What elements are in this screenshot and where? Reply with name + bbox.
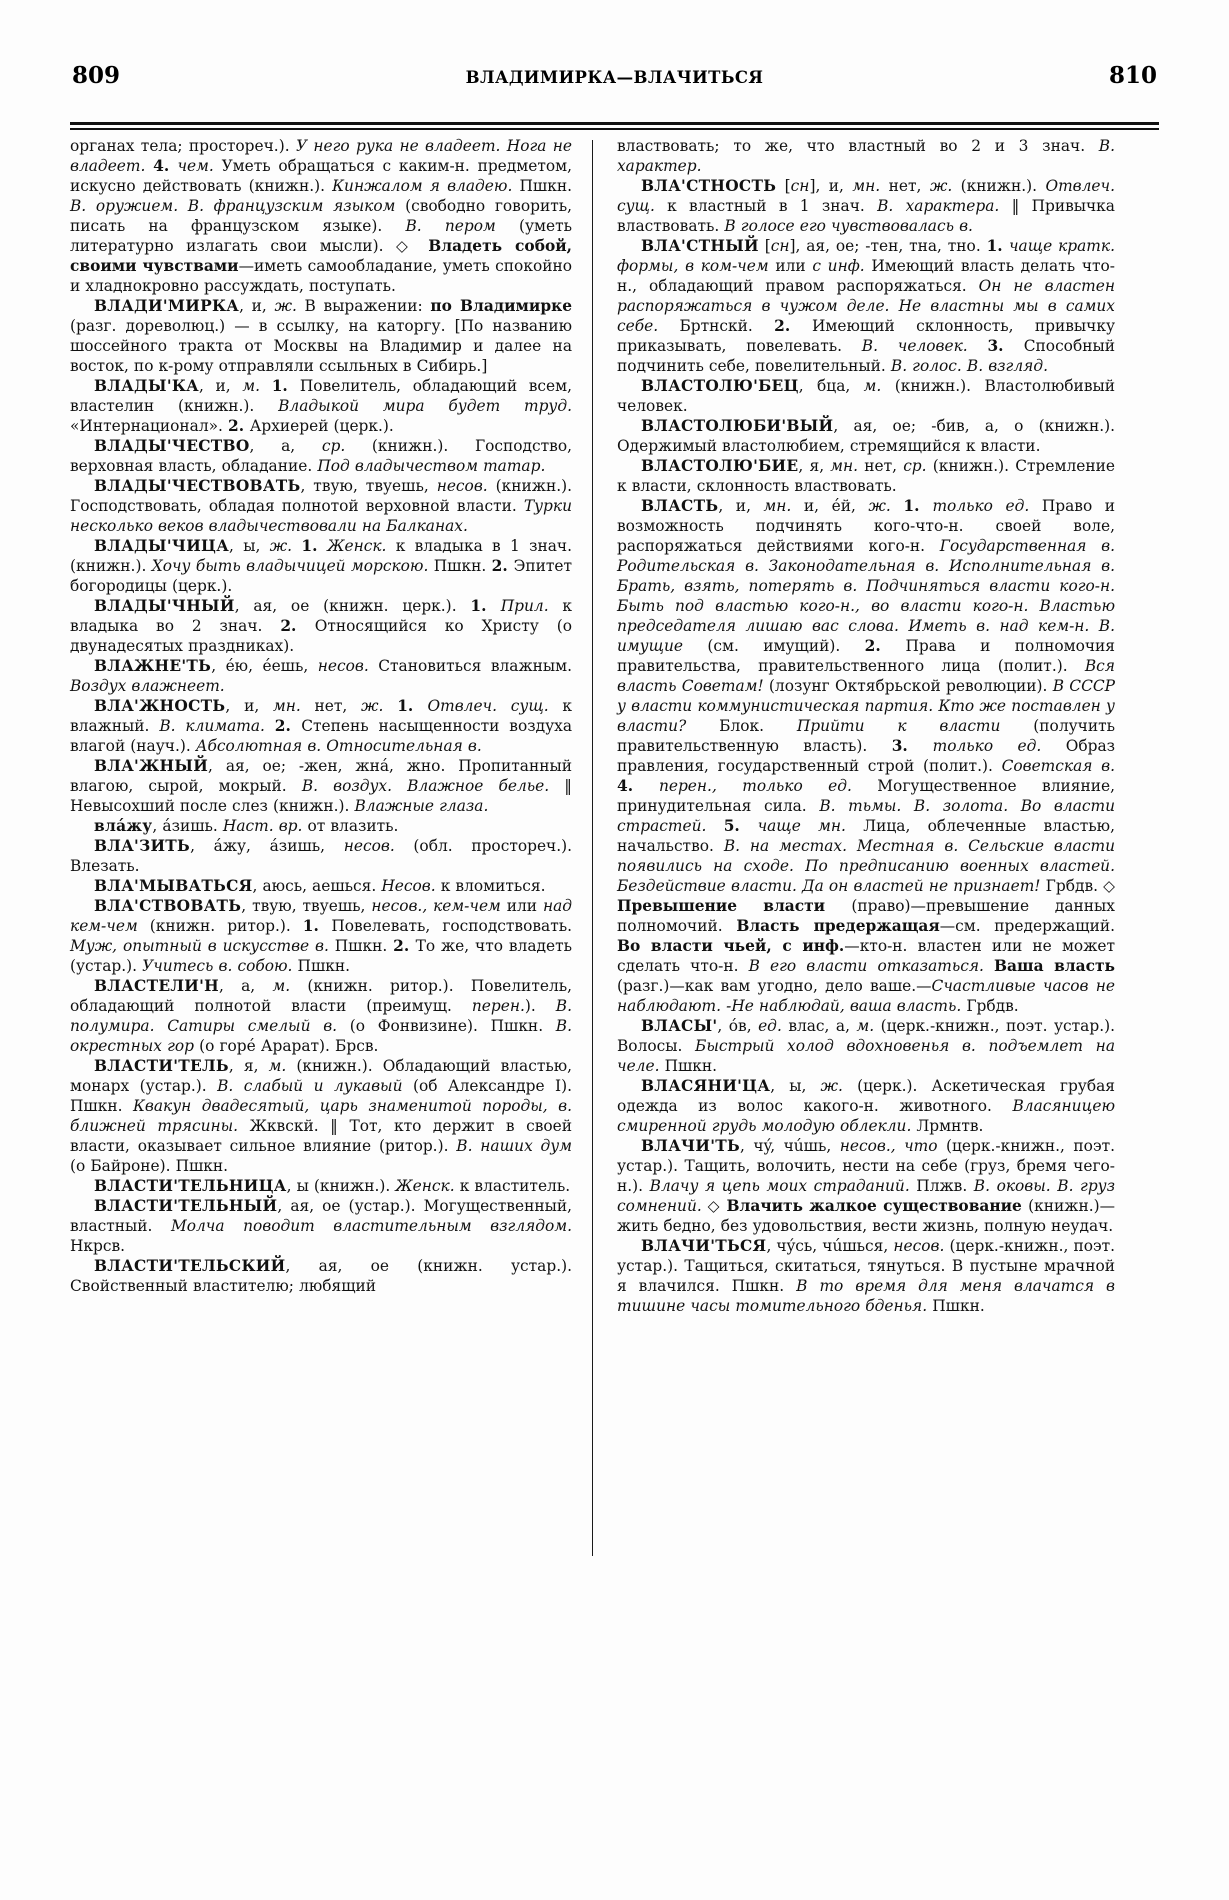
italic-run: У него рука не владеет. Нога не владеет. [70,137,572,175]
headword: ВЛА'ЗИТЬ [94,837,191,855]
text-run: —иметь самообладание, уметь спокойно и хладнокровно рассуждать, поступать. [70,257,572,295]
italic-run: В. на местах. Местная в. Сельские власти появились на сходе. По предписанию военных властей. Бездействие власти. Да он властей не признает! [617,837,1115,895]
italic-run: В. воздух. Влажное белье. [301,777,565,795]
text-run: Становиться влажным. [378,657,573,675]
italic-run: Быстрый холод вдохновенья в. подъемлет на челе. [617,1037,1115,1075]
text-run: к властитель. [459,1177,571,1195]
text-run: Повелевать, господствовать. [331,917,572,935]
text-run: ). [524,997,556,1015]
italic-run: Прийти к власти [796,717,1034,735]
text-run: Пшкн. [519,177,572,195]
text-run: (разг.)—как вам угодно, дело ваше.— [617,977,932,995]
text-run: (книжн.)—жить бедно, без удовольствия, вести жизнь, полную неудач. [617,1197,1115,1235]
text-run: Право и возможность подчинять кого-что-н. своей воле, распоряжаться действиями кого-н. [617,497,1116,555]
bold-run: 2. [491,557,514,575]
running-head [72,62,1157,96]
italic-run: Женск. [395,1177,460,1195]
italic-run: только ед. [932,497,1042,515]
text-run: Бртнскй. [679,317,775,335]
italic-run: Под владычеством татар. [317,457,546,475]
text-run: «Интернационал». [70,417,229,435]
text-run: , а, [249,437,322,455]
headword: ВЛА'СТНЫЙ [641,237,759,255]
text-run: , и, [718,497,764,515]
text-run: , я, [228,1057,269,1075]
italic-run: м. [272,977,308,995]
dictionary-entry [617,1076,1115,1136]
text-run: , ая, ое (устар.). Могущественный, властный. [70,1197,572,1235]
dictionary-entry [617,456,1115,496]
italic-run: несов. [343,837,414,855]
text-run: ‖ Привычка властвовать. [617,197,1115,235]
italic-run: Наст. вр. [222,817,308,835]
italic-run: Владыкой мира будет труд. [278,397,572,415]
italic-run: Вся власть Советам! [617,657,1115,695]
bold-run: 4. [153,157,178,175]
entry-continuation [70,136,572,296]
text-run: к владыка во 2 знач. [70,597,572,635]
italic-run: В СССР у власти коммунистическая партия. Кто же поставлен у власти? [617,677,1115,735]
bold-run: Владеть собой, своими чувствами [70,237,572,275]
italic-run: м. [863,377,895,395]
text-run: от влазить. [307,817,399,835]
italic-run: перен., только ед. [658,777,878,795]
italic-run: В. голос. В. взгляд. [890,357,1048,375]
headword: ВЛА'ЖНОСТЬ [94,697,226,715]
text-run: Пшкн. [433,557,492,575]
headword: ВЛАСТЕЛИ'Н [94,977,219,995]
text-run: Права и полномочия правительства, правительственного лица (полит.). [617,637,1115,675]
dictionary-entry [70,696,572,756]
left-column [70,136,592,1846]
text-run: Грбдв. [1045,877,1104,895]
italic-run: ср. [903,457,933,475]
running-title: ВЛАДИМИРКА—ВЛАЧИТЬСЯ [465,68,764,87]
text-run: (обл. простореч.). Влезать. [70,837,573,875]
italic-run: мн. [830,457,865,475]
dictionary-entry [617,1136,1115,1236]
text-run: , чý, чúшь, [740,1137,840,1155]
italic-run: В. оковы. В. груз сомнений. [617,1177,1115,1215]
entry-continuation [617,136,1115,176]
italic-run: Молча поводит властительным взглядом. [170,1217,572,1235]
text-run: , и, [225,697,273,715]
dictionary-entry [70,816,572,836]
italic-run: Турки несколько веков владычествовали на Балканах. [70,497,572,535]
dictionary-entry [70,536,572,596]
italic-run: над кем-чем [70,897,573,935]
text-run: , твую, твуешь, [300,477,437,495]
headword: ВЛАДЫ'ЧЕСТВО [94,437,250,455]
italic-run: Кинжалом я владею. [332,177,520,195]
italic-run: перен. [471,997,525,1015]
rule-thin [70,128,1159,130]
text-run: , а, [219,977,273,995]
italic-run: Прил. [500,597,563,615]
headword: ВЛАСЯНИ'ЦА [641,1077,771,1095]
text-run: , чýсь, чúшься, [766,1237,894,1255]
dictionary-entry [617,236,1115,376]
text-run: (книжн. ритор.). Повелитель, обладающий полнотой власти (преимущ. [70,977,572,1015]
italic-run: Отвлеч. сущ. [427,697,563,715]
italic-run: Хочу быть владычицей морскою. [151,557,434,575]
italic-run: Влачу я цепь моих страданий. [649,1177,917,1195]
headword: ВЛАСТИ'ТЕЛЬСКИЙ [94,1257,286,1275]
text-run: властвовать; то же, что властный во 2 и 3 знач. [617,137,1099,155]
text-run: (церк.-книжн., поэт. устар.). Волосы. [617,1017,1115,1055]
header-rule [70,122,1159,130]
text-run: Лрмнтв. [916,1117,984,1135]
headword: ВЛАДЫ'КА [94,377,199,395]
text-run: , ая, ое (книжн. церк.). [234,597,471,615]
headword: ВЛА'СТНОСТЬ [641,177,777,195]
italic-run: Он не властен распоряжаться в чужом деле. Не властны мы в самих себе. [617,277,1115,335]
text-run: , ая, ое (книжн. устар.). Свойственный властителю; любящий [70,1257,572,1295]
bold-run: Влачить жалкое существование [726,1197,1029,1215]
italic-run: В. характер. [617,137,1115,175]
dictionary-entry [70,376,572,436]
italic-run: ж. [820,1077,858,1095]
text-run: Эпитет богородицы (церк.). [70,557,572,595]
italic-run: мн. [272,697,315,715]
text-run: Грбдв. [966,997,1019,1015]
text-run: Нкрсв. [70,1237,126,1255]
text-run: Могущественное влияние, принудительная сила. [617,777,1115,815]
dictionary-entry [70,836,572,876]
headword: ВЛАЧИ'ТЬСЯ [641,1237,767,1255]
dictionary-entry [70,896,572,976]
dictionary-entry [617,1016,1115,1076]
headword: ВЛАДЫ'ЧНЫЙ [94,597,235,615]
italic-run: ж. [274,297,305,315]
text-run: ], и, [809,177,853,195]
italic-run: несов. [893,1237,950,1255]
text-run: Пшкн. [334,937,394,955]
italic-run: Советская в. [1001,757,1116,775]
dictionary-entry [70,476,572,536]
dictionary-entry [70,656,572,696]
italic-run: м. [268,1057,297,1075]
italic-run: Государственная в. Родительская в. Законодательная в. Исполнительная в. Брать, взять, потерять в. Подчиняться власти кого-н. Быть под властью кого-н., во власти кого-н. Властью председателя лишаю вас слова. Иметь в. над кем-н. В. имущие [617,537,1115,655]
text-run: , твую, твуешь, [241,897,372,915]
dictionary-entry [70,1256,572,1296]
bold-run: по Владимирке [430,297,572,315]
headword: ВЛАСЫ' [641,1017,718,1035]
italic-run: м. [242,377,272,395]
text-run: нет, [314,697,362,715]
headword: ВЛАЖНЕ'ТЬ [94,657,212,675]
italic-run: В. человек. [861,337,988,355]
text-run: Повелитель, обладающий всем, властелин (книжн.). [70,377,572,415]
lozenge-icon: ◇ [1103,877,1116,895]
text-run: нет, [888,177,930,195]
bold-run: 2. [228,417,250,435]
bold-run: 2. [864,637,906,655]
italic-run: Несов. [381,877,441,895]
dictionary-entry [70,976,572,1056]
headword: ВЛАДЫ'ЧИЦА [94,537,230,555]
bold-run: 4. [617,777,659,795]
italic-run: В. окрестных гор [70,1017,572,1055]
italic-run: ж. [361,697,398,715]
text-run: —кто-н. властен или не может сделать что-н. [617,937,1115,975]
dictionary-entry [617,176,1115,236]
text-run: к властный в 1 знач. [667,197,878,215]
italic-run: ж. [269,537,302,555]
text-run: Пшкн. [932,1297,985,1315]
headword: ВЛАСТОЛЮ'БЕЦ [641,377,799,395]
italic-run: несов. [317,657,379,675]
italic-run: Власяницею смиренной грудь молодую облекли. [617,1097,1115,1135]
dictionary-entry [70,596,572,656]
text-run: и, éй, [803,497,869,515]
italic-run: Учитесь в. собою. [142,957,298,975]
italic-run: В. полумира. Сатиры смелый в. [70,997,572,1035]
text-run: Лица, облеченные властью, начальство. [617,817,1115,855]
italic-run: В. климата. [159,717,275,735]
text-run: , ы (книжн.). [286,1177,396,1195]
italic-run: несов., что [839,1137,947,1155]
text-run: (церк.). Аскетическая грубая одежда из волос какого-н. животного. [617,1077,1116,1115]
text-run: (о Фонвизине). Пшкн. [349,1017,556,1035]
page-number-right: 810 [1108,62,1157,89]
italic-run: сн [770,237,790,255]
column-container [70,136,1159,1846]
text-run: , óв, [717,1017,759,1035]
italic-run: только ед. [932,737,1066,755]
italic-run: несов. [436,477,496,495]
dictionary-entry [70,1056,572,1176]
italic-run: Женск. [327,537,396,555]
text-run: Степень насыщенности воздуха влагой (науч.). [70,717,572,755]
bold-run: 1. [986,237,1009,255]
headword: ВЛАСТОЛЮБИ'ВЫЙ [641,417,834,435]
text-run: В пустыне мрачной я влачился. [617,1257,1116,1295]
bold-run: 3. [891,737,933,755]
text-run: , ы, [229,537,270,555]
text-run: Относящийся ко Христу (о двунадесятых праздниках). [70,617,572,655]
text-run: или [506,897,543,915]
italic-run: В. тьмы. В. золота. Во власти страстей. [617,797,1115,835]
text-run: Имеющий склонность, привычку приказывать, повелевать. [617,317,1116,355]
headword: ВЛАДЫ'ЧЕСТВОВАТЬ [94,477,301,495]
headword: ВЛАЧИ'ТЬ [641,1137,741,1155]
text-run: Пшкн. [664,1057,718,1075]
bold-run: 1. [397,697,428,715]
text-run: , и, [239,297,275,315]
text-run: , и, [198,377,243,395]
right-column [593,136,1115,1846]
italic-run: В. наших дум [456,1137,572,1155]
text-run: Плжв. [916,1177,974,1195]
text-run: , áжу, áзишь, [190,837,344,855]
bold-run: 2. [280,617,315,635]
italic-run: ж. [929,177,961,195]
text-run: , бца, [798,377,864,395]
bold-run: 1. [903,497,933,515]
text-run: (книжн.). Стремление к власти, склонность властвовать. [617,457,1115,495]
italic-run: Влажные глаза. [354,797,489,815]
dictionary-entry [617,376,1115,416]
italic-run: с инф. [812,257,872,275]
text-run: ‖ Невысохший после слез (книжн.). [70,777,572,815]
text-run: —см. предержащий. [939,917,1115,935]
text-run: влас, а, [788,1017,857,1035]
bold-run: 1. [470,597,501,615]
headword: влáжу [94,817,153,835]
text-run: (свободно говорить, писать на французском языке). [70,197,572,235]
italic-run: Счастливые часов не наблюдают. -Не наблюдай, ваша власть. [617,977,1115,1015]
page-number-left: 809 [72,62,121,89]
text-run: ], ая, ое; -тен, тна, тно. [789,237,987,255]
headword: ВЛАСТОЛЮ'БИЕ [641,457,799,475]
text-run: (см. имущий). [707,637,865,655]
text-run: (уметь литературно излагать свои мысли). [70,217,572,255]
italic-run: чаще кратк. формы, в ком-чем [617,237,1115,275]
dictionary-entry [617,1236,1115,1316]
bold-run: Власть предержащая [736,917,940,935]
dictionary-entry [617,496,1115,1016]
headword: ВЛАСТИ'ТЕЛЬ [94,1057,229,1075]
text-run: к владыка в 1 знач. (книжн.). [70,537,572,575]
text-run: , éю, éешь, [211,657,318,675]
bold-run: 1. [302,917,332,935]
italic-run: Абсолютная в. Относительная в. [195,737,482,755]
text-run: Образ правления, государственный строй (полит.). [617,737,1116,775]
dictionary-entry [70,876,572,896]
text-run: (о горé Арарат). Брсв. [199,1037,379,1055]
text-run: (лозунг Октябрьской революции). [768,677,1053,695]
italic-run: ср. [321,437,372,455]
text-run: (об Александре I). Пшкн. [70,1077,572,1115]
bold-run: Во власти чьей, с инф. [617,937,845,955]
bold-run: 5. [723,817,758,835]
headword: ВЛА'СТВОВАТЬ [94,897,242,915]
italic-run: В. пером [405,217,519,235]
italic-run: В. характера. [877,197,1012,215]
dictionary-entry [70,436,572,476]
bold-run: 3. [987,337,1024,355]
text-run: Уметь обращаться с каким-н. предметом, искусно действовать (книжн.). [70,157,572,195]
text-run: (книжн.). Господство, верховная власть, обладание. [70,437,572,475]
italic-run: В то время для меня влачатся в тишине часы томительного бденья. [617,1277,1115,1315]
text-run: Пшкн. [731,1277,797,1295]
headword: ВЛАДИ'МИРКА [94,297,240,315]
text-run: (церк.-книжн., поэт. устар.). Тащиться, скитаться, тянуться. [617,1237,1116,1275]
text-run: органах тела; простореч.). [70,137,296,155]
text-run: [ [776,177,791,195]
text-run: Пшкн. [297,957,351,975]
text-run: Блок. [719,717,797,735]
headword: ВЛАСТИ'ТЕЛЬНИЦА [94,1177,287,1195]
text-run: В выражении: [304,297,431,315]
text-run: Жквскй. ‖ Тот, кто держит в своей власти, оказывает сильное влияние (ритор.). [70,1117,572,1155]
text-run: , я, [798,457,831,475]
bold-run: 1. [301,537,328,555]
italic-run: Муж, опытный в искусстве в. [70,937,335,955]
text-run: (разг. дореволюц.) — в ссылку, на каторгу. [По названию шоссейного тракта от Москвы на Владимир и далее на восток, по к-рому отправляли ссыльных в Сибирь.] [70,317,572,375]
headword: ВЛАСТЬ [641,497,719,515]
text-run: , ая, ое; -жен, жнá, жно. Пропитанный влагою, сырой, мокрый. [70,757,572,795]
headword: ВЛА'ЖНЫЙ [94,757,209,775]
text-run: (церк.-книжн., поэт. устар.). Тащить, волочить, нести на себе (груз, бремя чего-н.). [617,1137,1115,1195]
italic-run: В. оружием. В. французским языком [70,197,406,215]
italic-run: Отвлеч. сущ. [617,177,1115,215]
text-run: (книжн.). [960,177,1046,195]
text-run: , ы, [770,1077,821,1095]
italic-run: несов., кем-чем [371,897,507,915]
text-run: (книжн.). Обладающий властью, монарх (устар.). [70,1057,573,1095]
italic-run: Квакун двадесятый, царь знаменитой породы, в. ближней трясины. [70,1097,573,1135]
text-run: Способный подчинить себе, повелительный. [617,337,1115,375]
italic-run: чаще мн. [757,817,864,835]
text-run: [ [758,237,771,255]
bold-run: 2. [274,717,302,735]
dictionary-entry [70,296,572,376]
text-run: То же, что владеть (устар.). [70,937,572,975]
text-run: Архиерей (церк.). [249,417,394,435]
dictionary-entry [70,1196,572,1256]
bold-run: 2. [774,317,813,335]
text-run: к вломиться. [440,877,546,895]
italic-run: ед. [758,1017,789,1035]
italic-run: В. слабый и лукавый [217,1077,413,1095]
italic-run: мн. [852,177,889,195]
text-run: (право)—превышение данных полномочий. [617,897,1115,935]
italic-run: Воздух влажнеет. [70,677,225,695]
italic-run: чем. [177,157,222,175]
italic-run: м. [856,1017,881,1035]
text-run: (книжн.). Властолюбивый человек. [617,377,1115,415]
text-run: (книжн.). Господствовать, обладая полнотой верховной власти. [70,477,572,515]
italic-run: ж. [868,497,904,515]
italic-run: В голосе его чувствовалась в. [724,217,973,235]
text-run: (о Байроне). Пшкн. [70,1157,229,1175]
dictionary-entry [70,1176,572,1196]
dictionary-entry [617,416,1115,456]
text-run: , аюсь, аешься. [252,877,382,895]
text-run: (получить правительственную власть). [617,717,1115,755]
text-run: нет, [864,457,904,475]
italic-run: мн. [763,497,804,515]
lozenge-icon: ◇ [707,1197,727,1215]
text-run: , áзишь. [152,817,223,835]
lozenge-icon: ◇ [395,237,429,255]
bold-run: 1. [271,377,300,395]
bold-run: Ваша власть [994,957,1115,975]
italic-run: В его власти отказаться. [748,957,995,975]
text-run: или [775,257,813,275]
text-run: к влажный. [70,697,572,735]
italic-run: сн [790,177,810,195]
text-run: Имеющий власть делать что-н., обладающий правом распоряжаться. [617,257,1115,295]
dictionary-entry [70,756,572,816]
text-run: (книжн. ритор.). [149,917,303,935]
bold-run: Превышение власти [617,897,852,915]
bold-run: 2. [393,937,416,955]
headword: ВЛАСТИ'ТЕЛЬНЫЙ [94,1197,278,1215]
headword: ВЛА'МЫВАТЬСЯ [94,877,253,895]
text-run: , ая, ое; -бив, а, о (книжн.). Одержимый властолюбием, стремящийся к власти. [617,417,1115,455]
